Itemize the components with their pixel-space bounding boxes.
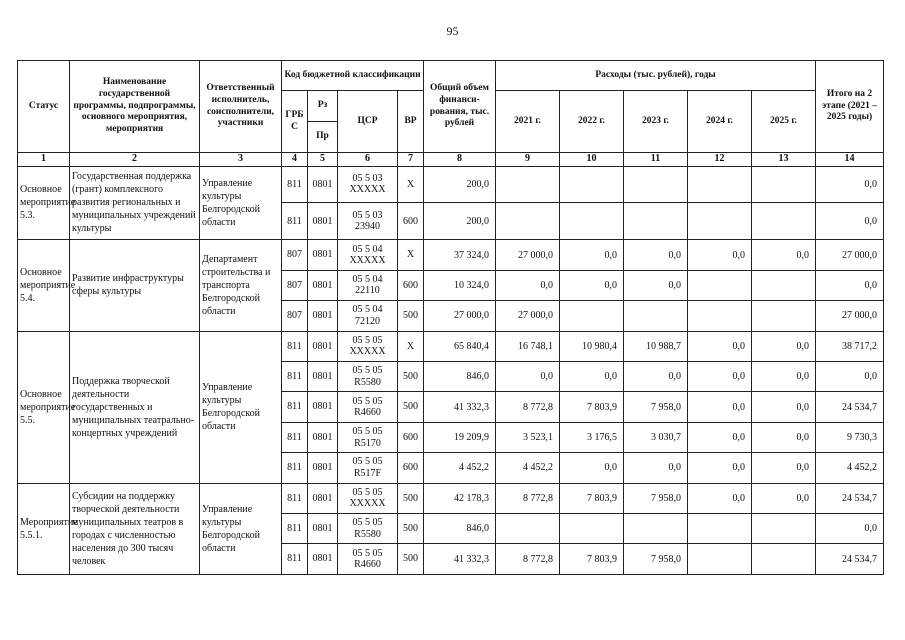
total-cell: 41 332,3 xyxy=(424,544,496,575)
year-2021-cell: 8 772,8 xyxy=(496,544,560,575)
column-number: 14 xyxy=(816,153,884,167)
column-number: 7 xyxy=(398,153,424,167)
year-2024-cell: 0,0 xyxy=(688,331,752,361)
year-2022-cell: 0,0 xyxy=(560,240,624,270)
rzpr-cell: 0801 xyxy=(308,166,338,203)
year-2024-cell xyxy=(688,544,752,575)
rzpr-cell: 0801 xyxy=(308,544,338,575)
column-number: 3 xyxy=(200,153,282,167)
year-2022-cell: 10 980,4 xyxy=(560,331,624,361)
year-2023-cell: 0,0 xyxy=(624,240,688,270)
year-2024-cell xyxy=(688,301,752,331)
year-2025-cell: 0,0 xyxy=(752,453,816,483)
table-row xyxy=(18,240,884,270)
year-2023-cell xyxy=(624,514,688,544)
header-grbs: ГРБ С xyxy=(282,91,308,153)
year-2022-cell: 7 803,9 xyxy=(560,392,624,422)
year-2025-cell: 0,0 xyxy=(752,240,816,270)
year-2023-cell: 7 958,0 xyxy=(624,392,688,422)
rzpr-cell: 0801 xyxy=(308,362,338,392)
year-2025-cell: 0,0 xyxy=(752,483,816,513)
column-number: 8 xyxy=(424,153,496,167)
grbs-cell: 811 xyxy=(282,422,308,452)
name-cell: Поддержка творческой деятельности государственных и муниципальных театрально-концертных учреждений xyxy=(70,331,200,483)
responsible-cell: Департамент строительства и транспорта Белгородской области xyxy=(200,240,282,331)
column-number: 2 xyxy=(70,153,200,167)
vr-cell: 500 xyxy=(398,362,424,392)
rzpr-cell: 0801 xyxy=(308,483,338,513)
grbs-cell: 807 xyxy=(282,301,308,331)
year-2021-cell: 16 748,1 xyxy=(496,331,560,361)
csr-cell: 05 5 05 R4660 xyxy=(338,392,398,422)
status-cell: Основное мероприятие 5.3. xyxy=(18,166,70,240)
year-2024-cell: 0,0 xyxy=(688,392,752,422)
rzpr-cell: 0801 xyxy=(308,203,338,240)
year-2024-cell xyxy=(688,270,752,300)
vr-cell: Х xyxy=(398,240,424,270)
vr-cell: 600 xyxy=(398,422,424,452)
year-2021-cell xyxy=(496,514,560,544)
vr-cell: 600 xyxy=(398,270,424,300)
name-cell: Государственная поддержка (грант) комплексного развития региональных и муниципальных учреждений культуры xyxy=(70,166,200,240)
year-2025-cell xyxy=(752,544,816,575)
year-2024-cell: 0,0 xyxy=(688,483,752,513)
table-row xyxy=(18,483,884,513)
total-cell: 846,0 xyxy=(424,514,496,544)
total-cell: 37 324,0 xyxy=(424,240,496,270)
year-2025-cell: 0,0 xyxy=(752,362,816,392)
column-number: 10 xyxy=(560,153,624,167)
total-cell: 10 324,0 xyxy=(424,270,496,300)
header-stage-total: Итого на 2 этапе (2021 – 2025 годы) xyxy=(816,61,884,153)
csr-cell: 05 5 05 ХХХХХ xyxy=(338,483,398,513)
year-2021-cell: 0,0 xyxy=(496,362,560,392)
column-number: 1 xyxy=(18,153,70,167)
vr-cell: 600 xyxy=(398,453,424,483)
header-year-2025: 2025 г. xyxy=(752,91,816,153)
column-number: 5 xyxy=(308,153,338,167)
vr-cell: Х xyxy=(398,331,424,361)
year-2021-cell: 8 772,8 xyxy=(496,392,560,422)
stage-total-cell: 0,0 xyxy=(816,514,884,544)
page-number: 95 xyxy=(446,24,459,38)
column-number: 11 xyxy=(624,153,688,167)
year-2025-cell xyxy=(752,203,816,240)
year-2025-cell: 0,0 xyxy=(752,331,816,361)
column-number: 13 xyxy=(752,153,816,167)
grbs-cell: 811 xyxy=(282,514,308,544)
header-year-2024: 2024 г. xyxy=(688,91,752,153)
csr-cell: 05 5 05 R5580 xyxy=(338,362,398,392)
total-cell: 200,0 xyxy=(424,203,496,240)
year-2021-cell: 4 452,2 xyxy=(496,453,560,483)
total-cell: 846,0 xyxy=(424,362,496,392)
year-2024-cell: 0,0 xyxy=(688,453,752,483)
year-2024-cell: 0,0 xyxy=(688,422,752,452)
grbs-cell: 807 xyxy=(282,270,308,300)
total-cell: 65 840,4 xyxy=(424,331,496,361)
year-2021-cell xyxy=(496,203,560,240)
year-2025-cell: 0,0 xyxy=(752,422,816,452)
grbs-cell: 811 xyxy=(282,544,308,575)
table-row xyxy=(18,331,884,361)
rzpr-cell: 0801 xyxy=(308,301,338,331)
year-2023-cell: 0,0 xyxy=(624,270,688,300)
header-budget-code: Код бюджетной классификации xyxy=(282,61,424,91)
responsible-cell: Управление культуры Белгородской области xyxy=(200,166,282,240)
vr-cell: 500 xyxy=(398,392,424,422)
year-2021-cell xyxy=(496,166,560,203)
header-csr: ЦСР xyxy=(338,91,398,153)
year-2025-cell xyxy=(752,514,816,544)
total-cell: 19 209,9 xyxy=(424,422,496,452)
grbs-cell: 811 xyxy=(282,203,308,240)
year-2021-cell: 27 000,0 xyxy=(496,240,560,270)
status-cell: Мероприятие 5.5.1. xyxy=(18,483,70,574)
year-2024-cell: 0,0 xyxy=(688,240,752,270)
column-number: 6 xyxy=(338,153,398,167)
rzpr-cell: 0801 xyxy=(308,514,338,544)
vr-cell: 600 xyxy=(398,203,424,240)
column-number: 12 xyxy=(688,153,752,167)
column-number: 4 xyxy=(282,153,308,167)
year-2022-cell xyxy=(560,301,624,331)
csr-cell: 05 5 05 R5580 xyxy=(338,514,398,544)
vr-cell: 500 xyxy=(398,483,424,513)
rzpr-cell: 0801 xyxy=(308,453,338,483)
csr-cell: 05 5 03 ХХХХХ xyxy=(338,166,398,203)
header-year-2023: 2023 г. xyxy=(624,91,688,153)
csr-cell: 05 5 05 ХХХХХ xyxy=(338,331,398,361)
header-responsible: Ответственный исполнитель, соисполнители, участники xyxy=(200,61,282,153)
year-2025-cell xyxy=(752,301,816,331)
grbs-cell: 811 xyxy=(282,453,308,483)
stage-total-cell: 0,0 xyxy=(816,203,884,240)
header-total-volume: Общий объем финанси-рования, тыс. рублей xyxy=(424,61,496,153)
csr-cell: 05 5 05 R517F xyxy=(338,453,398,483)
year-2021-cell: 3 523,1 xyxy=(496,422,560,452)
stage-total-cell: 24 534,7 xyxy=(816,544,884,575)
year-2021-cell: 0,0 xyxy=(496,270,560,300)
status-cell: Основное мероприятие 5.5. xyxy=(18,331,70,483)
header-vr: ВР xyxy=(398,91,424,153)
grbs-cell: 811 xyxy=(282,392,308,422)
total-cell: 200,0 xyxy=(424,166,496,203)
stage-total-cell: 27 000,0 xyxy=(816,240,884,270)
grbs-cell: 811 xyxy=(282,483,308,513)
year-2023-cell: 7 958,0 xyxy=(624,483,688,513)
year-2022-cell: 0,0 xyxy=(560,270,624,300)
stage-total-cell: 9 730,3 xyxy=(816,422,884,452)
csr-cell: 05 5 04 22110 xyxy=(338,270,398,300)
year-2023-cell: 10 988,7 xyxy=(624,331,688,361)
budget-table xyxy=(17,60,884,575)
year-2023-cell: 0,0 xyxy=(624,362,688,392)
year-2022-cell: 0,0 xyxy=(560,362,624,392)
stage-total-cell: 0,0 xyxy=(816,270,884,300)
year-2022-cell: 7 803,9 xyxy=(560,544,624,575)
rzpr-cell: 0801 xyxy=(308,392,338,422)
vr-cell: 500 xyxy=(398,301,424,331)
year-2024-cell xyxy=(688,203,752,240)
grbs-cell: 807 xyxy=(282,240,308,270)
year-2023-cell xyxy=(624,203,688,240)
year-2022-cell: 0,0 xyxy=(560,453,624,483)
header-rz: Рз xyxy=(308,91,338,122)
vr-cell: 500 xyxy=(398,544,424,575)
column-number: 9 xyxy=(496,153,560,167)
stage-total-cell: 38 717,2 xyxy=(816,331,884,361)
year-2023-cell: 7 958,0 xyxy=(624,544,688,575)
responsible-cell: Управление культуры Белгородской области xyxy=(200,483,282,574)
csr-cell: 05 5 04 72120 xyxy=(338,301,398,331)
rzpr-cell: 0801 xyxy=(308,331,338,361)
year-2022-cell xyxy=(560,514,624,544)
year-2023-cell xyxy=(624,301,688,331)
stage-total-cell: 24 534,7 xyxy=(816,483,884,513)
name-cell: Развитие инфраструктуры сферы культуры xyxy=(70,240,200,331)
csr-cell: 05 5 04 ХХХХХ xyxy=(338,240,398,270)
year-2022-cell xyxy=(560,166,624,203)
rzpr-cell: 0801 xyxy=(308,422,338,452)
name-cell: Субсидии на поддержку творческой деятельности муниципальных театров в городах с численностью населения до 300 тысяч человек xyxy=(70,483,200,574)
header-pr: Пр xyxy=(308,122,338,153)
year-2025-cell xyxy=(752,166,816,203)
status-cell: Основное мероприятие 5.4. xyxy=(18,240,70,331)
year-2022-cell: 3 176,5 xyxy=(560,422,624,452)
csr-cell: 05 5 05 R4660 xyxy=(338,544,398,575)
stage-total-cell: 24 534,7 xyxy=(816,392,884,422)
total-cell: 27 000,0 xyxy=(424,301,496,331)
responsible-cell: Управление культуры Белгородской области xyxy=(200,331,282,483)
table-header xyxy=(18,61,884,167)
year-2023-cell: 0,0 xyxy=(624,453,688,483)
csr-cell: 05 5 05 R5170 xyxy=(338,422,398,452)
total-cell: 41 332,3 xyxy=(424,392,496,422)
stage-total-cell: 27 000,0 xyxy=(816,301,884,331)
year-2021-cell: 27 000,0 xyxy=(496,301,560,331)
year-2022-cell xyxy=(560,203,624,240)
table-row xyxy=(18,166,884,203)
year-2025-cell xyxy=(752,270,816,300)
year-2022-cell: 7 803,9 xyxy=(560,483,624,513)
vr-cell: 500 xyxy=(398,514,424,544)
year-2024-cell: 0,0 xyxy=(688,362,752,392)
stage-total-cell: 4 452,2 xyxy=(816,453,884,483)
csr-cell: 05 5 03 23940 xyxy=(338,203,398,240)
year-2024-cell xyxy=(688,166,752,203)
header-status: Статус xyxy=(18,61,70,153)
year-2021-cell: 8 772,8 xyxy=(496,483,560,513)
grbs-cell: 811 xyxy=(282,331,308,361)
rzpr-cell: 0801 xyxy=(308,240,338,270)
year-2024-cell xyxy=(688,514,752,544)
year-2025-cell: 0,0 xyxy=(752,392,816,422)
vr-cell: Х xyxy=(398,166,424,203)
total-cell: 42 178,3 xyxy=(424,483,496,513)
stage-total-cell: 0,0 xyxy=(816,362,884,392)
header-year-2022: 2022 г. xyxy=(560,91,624,153)
table-body xyxy=(18,166,884,575)
header-expenses: Расходы (тыс. рублей), годы xyxy=(496,61,816,91)
stage-total-cell: 0,0 xyxy=(816,166,884,203)
year-2023-cell: 3 030,7 xyxy=(624,422,688,452)
grbs-cell: 811 xyxy=(282,166,308,203)
year-2023-cell xyxy=(624,166,688,203)
total-cell: 4 452,2 xyxy=(424,453,496,483)
grbs-cell: 811 xyxy=(282,362,308,392)
header-name: Наименование государственной программы, подпрограммы, основного мероприятия, мероприятия xyxy=(70,61,200,153)
header-year-2021: 2021 г. xyxy=(496,91,560,153)
rzpr-cell: 0801 xyxy=(308,270,338,300)
